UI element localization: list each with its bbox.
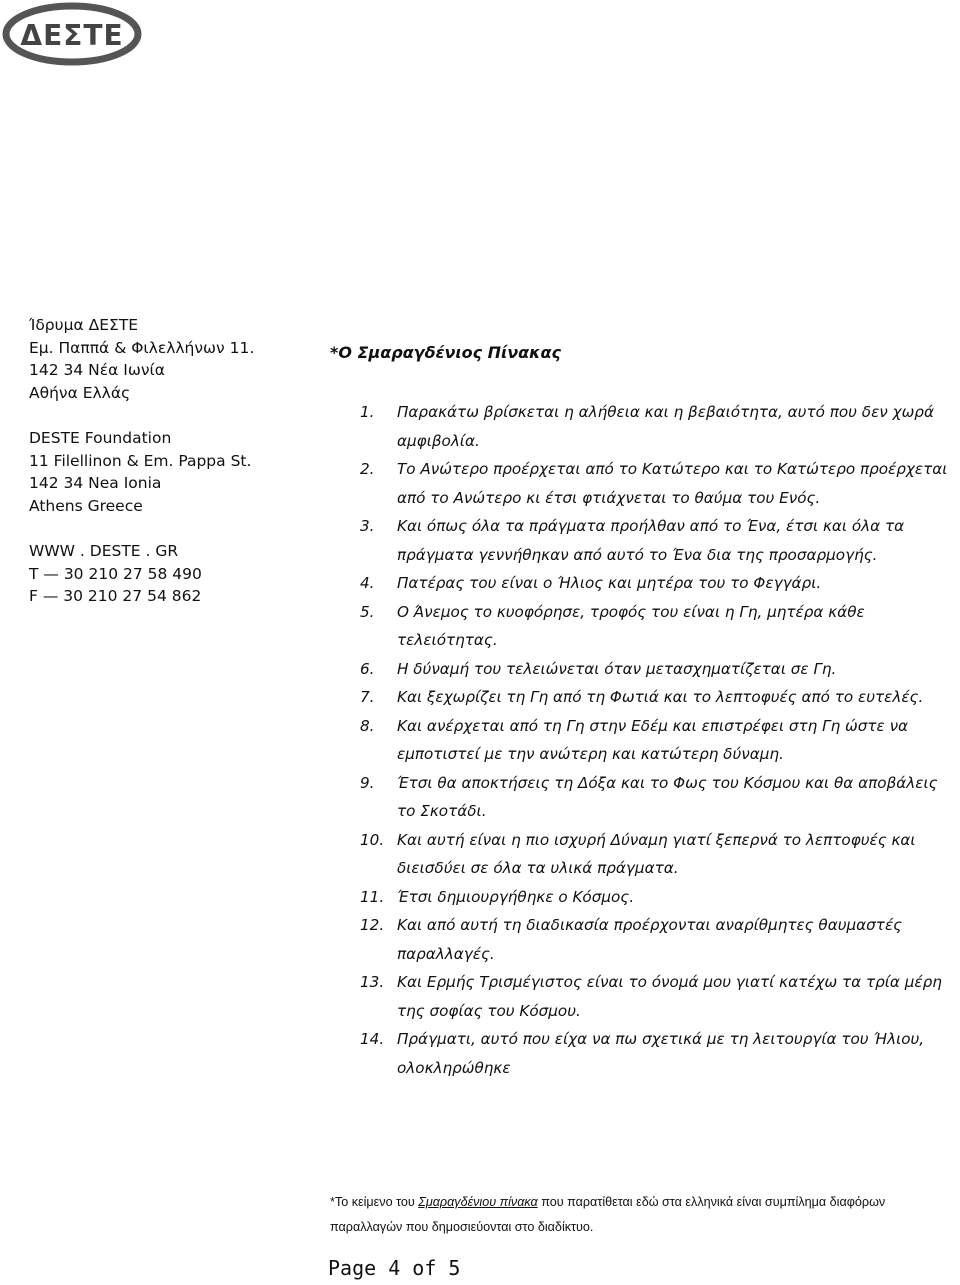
contact-info — [29, 540, 289, 608]
verse-text: Παρακάτω βρίσκεται η αλήθεια και η βεβαιότητα, αυτό που δεν χωρά αμφιβολία. — [397, 403, 934, 450]
footnote-emphasis: Σμαραγδένιου πίνακα — [418, 1195, 538, 1209]
verse-item — [360, 683, 960, 712]
verse-text: Έτσι δημιουργήθηκε ο Κόσμος. — [397, 887, 635, 906]
fax: F — 30 210 27 54 862 — [29, 587, 202, 606]
verse-text: Το Ανώτερο προέρχεται από το Κατώτερο και το Κατώτερο προέρχεται από το Ανώτερο κι έτσι φτιάχνεται το θαύμα του Ενός. — [397, 460, 948, 507]
verse-text: Και Ερμής Τρισμέγιστος είναι το όνομά μου γιατί κατέχω τα τρία μέρη της σοφίας του Κόσμου. — [397, 973, 942, 1020]
verse-number: 8. — [360, 716, 375, 735]
page-number: Page 4 of 5 — [328, 1256, 461, 1280]
verse-item — [360, 398, 960, 455]
verse-number: 13. — [360, 973, 385, 991]
address-line: 142 34 Νέα Ιωνία — [29, 361, 165, 380]
document-title: *Ο Σμαραγδένιος Πίνακας — [330, 343, 562, 362]
verse-text: Έτσι θα αποκτήσεις τη Δόξα και το Φως του Κόσμου και θα αποβάλεις το Σκοτάδι. — [397, 773, 938, 820]
address-line: Εμ. Παππά & Φιλελλήνων 11. — [29, 338, 255, 357]
website: WWW . DESTE . GR — [29, 541, 179, 560]
footnote — [330, 1190, 950, 1240]
verse-item — [360, 598, 960, 655]
verse-number: 1. — [360, 403, 375, 421]
deste-logo — [2, 2, 142, 66]
verse-number: 11. — [360, 887, 385, 906]
logo-text: ΔΕΣΤΕ — [20, 19, 124, 52]
verse-number: 2. — [360, 460, 375, 478]
verse-text: Και ξεχωρίζει τη Γη από τη Φωτιά και το λεπτοφυές από το ευτελές. — [397, 688, 924, 706]
address-line: Athens Greece — [29, 496, 143, 515]
verse-item — [360, 883, 960, 912]
verse-number: 7. — [360, 688, 375, 706]
verse-item — [360, 569, 960, 598]
tablet-verses — [360, 398, 960, 1082]
verse-number: 3. — [360, 517, 375, 535]
verse-number: 9. — [360, 773, 375, 792]
verse-item — [360, 712, 960, 769]
verse-item — [360, 968, 960, 1025]
telephone: T — 30 210 27 58 490 — [29, 564, 202, 583]
verse-item — [360, 826, 960, 883]
verse-text: Ο Άνεμος το κυοφόρησε, τροφός του είναι η Γη, μητέρα κάθε τελειότητας. — [397, 602, 865, 649]
verse-text: Πράγματι, αυτό που είχα να πω σχετικά με τη λειτουργία του Ήλιου, ολοκληρώθηκε — [397, 1030, 925, 1077]
address-english — [29, 427, 289, 517]
verse-item — [360, 1025, 960, 1082]
address-line: Αθήνα Ελλάς — [29, 383, 131, 402]
foundation-address — [29, 314, 289, 630]
verse-text: Και αυτή είναι η πιο ισχυρή Δύναμη γιατί ξεπερνά το λεπτοφυές και διεισδύει σε όλα τα υλικά πράγματα. — [397, 830, 916, 877]
verse-number: 14. — [360, 1030, 385, 1048]
verse-text: Η δύναμή του τελειώνεται όταν μετασχηματίζεται σε Γη. — [397, 659, 837, 678]
verse-number: 5. — [360, 602, 375, 621]
verse-item — [360, 911, 960, 968]
verse-text: Και από αυτή τη διαδικασία προέρχονται αναρίθμητες θαυμαστές παραλλαγές. — [397, 916, 903, 963]
verse-text: Και όπως όλα τα πράγματα προήλθαν από το Ένα, έτσι και όλα τα πράγματα γεννήθηκαν από αυτό το Ένα δια της προσαρμογής. — [397, 517, 905, 564]
verse-number: 6. — [360, 659, 375, 678]
verse-item — [360, 655, 960, 684]
verse-number: 4. — [360, 574, 375, 592]
address-line: Ίδρυμα ΔΕΣΤΕ — [29, 316, 139, 334]
address-greek — [29, 314, 289, 404]
footnote-suffix: που παρατίθεται εδώ στα ελληνικά είναι συμπίλημα διαφόρων παραλλαγών που δημοσιεύονται στο διαδίκτυο. — [330, 1195, 886, 1234]
verse-number: 10. — [360, 830, 385, 849]
address-line: 142 34 Nea Ionia — [29, 474, 162, 493]
footnote-prefix: *Το κείμενο του — [330, 1195, 419, 1209]
verse-text: Πατέρας του είναι ο Ήλιος και μητέρα του το Φεγγάρι. — [397, 574, 822, 592]
address-line: DESTE Foundation — [29, 428, 172, 447]
verse-number: 12. — [360, 916, 385, 934]
address-line: 11 Filellinon & Em. Pappa St. — [29, 451, 252, 470]
verse-item — [360, 512, 960, 569]
verse-item — [360, 455, 960, 512]
verse-text: Και ανέρχεται από τη Γη στην Εδέμ και επιστρέφει στη Γη ώστε να εμποτιστεί με την ανώτερη και κατώτερη δύναμη. — [397, 716, 909, 763]
verse-item — [360, 769, 960, 826]
